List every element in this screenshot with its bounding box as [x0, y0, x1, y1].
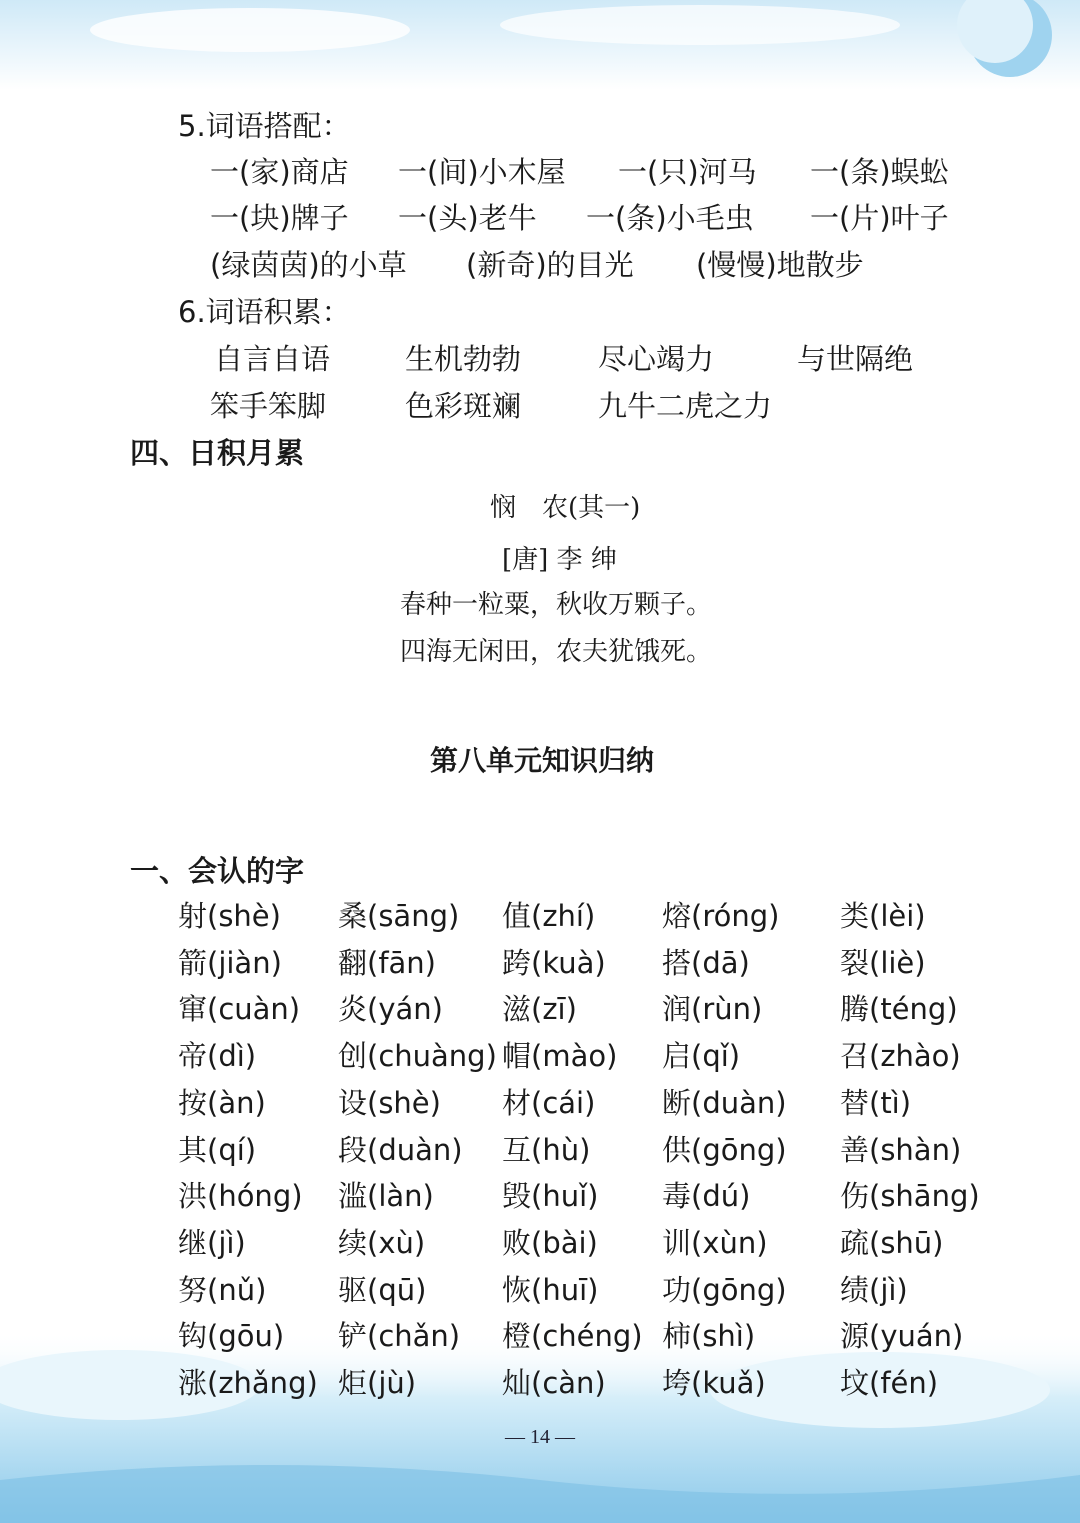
unit-8-title: 第八单元知识归纳 — [430, 744, 655, 777]
collocation-item: 一(只)河马 — [618, 155, 757, 189]
character-item: 翻(fān) — [338, 946, 436, 980]
collocation-item: (慢慢)地散步 — [696, 248, 864, 282]
section-4-heading: 四、日积月累 — [130, 436, 305, 470]
recognize-chars-heading: 一、会认的字 — [130, 854, 305, 888]
character-item: 努(nǔ) — [178, 1273, 267, 1307]
character-item: 段(duàn) — [338, 1133, 463, 1167]
character-item: 坟(fén) — [840, 1366, 939, 1400]
character-item: 按(àn) — [178, 1086, 266, 1120]
collocation-item: 一(块)牌子 — [210, 201, 349, 235]
character-item: 断(duàn) — [662, 1086, 787, 1120]
character-item: 裂(liè) — [840, 946, 926, 980]
character-item: 炬(jù) — [338, 1366, 417, 1400]
idiom-item: 尽心竭力 — [598, 342, 715, 376]
character-item: 供(gōng) — [662, 1133, 787, 1167]
character-item: 跨(kuà) — [502, 946, 606, 980]
idiom-item: 生机勃勃 — [405, 342, 522, 376]
section-5-heading: 5.词语搭配： — [178, 109, 351, 143]
character-item: 功(gōng) — [662, 1273, 787, 1307]
character-item: 互(hù) — [502, 1133, 591, 1167]
character-item: 召(zhào) — [840, 1039, 961, 1073]
idiom-item: 笨手笨脚 — [210, 389, 327, 423]
character-item: 驱(qū) — [338, 1273, 427, 1307]
character-item: 其(qí) — [178, 1133, 257, 1167]
character-item: 熔(róng) — [662, 899, 780, 933]
character-item: 灿(càn) — [502, 1366, 606, 1400]
idiom-item: 九牛二虎之力 — [598, 389, 773, 423]
character-item: 毒(dú) — [662, 1179, 751, 1213]
character-item: 滥(làn) — [338, 1179, 434, 1213]
collocation-item: 一(间)小木屋 — [398, 155, 566, 189]
character-item: 续(xù) — [338, 1226, 426, 1260]
character-item: 替(tì) — [840, 1086, 912, 1120]
collocation-item: 一(条)蜈蚣 — [810, 155, 949, 189]
character-item: 搭(dā) — [662, 946, 750, 980]
character-item: 疏(shū) — [840, 1226, 944, 1260]
poem-author: [唐] 李 绅 — [502, 545, 617, 575]
character-item: 类(lèi) — [840, 899, 926, 933]
character-item: 窜(cuàn) — [178, 992, 301, 1026]
character-item: 毁(huǐ) — [502, 1179, 599, 1213]
character-item: 伤(shāng) — [840, 1179, 980, 1213]
idiom-item: 自言自语 — [214, 342, 331, 376]
character-item: 腾(téng) — [840, 992, 958, 1026]
section-6-heading: 6.词语积累： — [178, 295, 351, 329]
character-item: 钩(gōu) — [178, 1319, 285, 1353]
collocation-item: (绿茵茵)的小草 — [210, 248, 407, 282]
collocation-item: 一(头)老牛 — [398, 201, 537, 235]
character-item: 善(shàn) — [840, 1133, 962, 1167]
idiom-item: 与世隔绝 — [797, 342, 914, 376]
character-item: 柿(shì) — [662, 1319, 756, 1353]
character-item: 启(qǐ) — [662, 1039, 741, 1073]
character-item: 涨(zhǎng) — [178, 1366, 318, 1400]
collocation-item: (新奇)的目光 — [466, 248, 634, 282]
poem-line-2: 四海无闲田，农夫犹饿死。 — [400, 637, 713, 667]
character-item: 射(shè) — [178, 899, 281, 933]
character-item: 铲(chǎn) — [338, 1319, 461, 1353]
page-number: — 14 — — [505, 1426, 575, 1448]
collocation-item: 一(家)商店 — [210, 155, 349, 189]
collocation-item: 一(片)叶子 — [810, 201, 949, 235]
character-item: 恢(huī) — [502, 1273, 599, 1307]
collocation-item: 一(条)小毛虫 — [586, 201, 754, 235]
character-item: 箭(jiàn) — [178, 946, 282, 980]
character-item: 帽(mào) — [502, 1039, 618, 1073]
character-item: 设(shè) — [338, 1086, 441, 1120]
character-item: 材(cái) — [502, 1086, 596, 1120]
character-item: 继(jì) — [178, 1226, 246, 1260]
character-item: 训(xùn) — [662, 1226, 768, 1260]
character-item: 败(bài) — [502, 1226, 598, 1260]
character-item: 绩(jì) — [840, 1273, 908, 1307]
character-item: 源(yuán) — [840, 1319, 964, 1353]
character-item: 洪(hóng) — [178, 1179, 303, 1213]
poem-line-1: 春种一粒粟，秋收万颗子。 — [400, 590, 713, 620]
character-item: 滋(zī) — [502, 992, 577, 1026]
character-item: 值(zhí) — [502, 899, 596, 933]
character-item: 帝(dì) — [178, 1039, 257, 1073]
idiom-item: 色彩斑斓 — [405, 389, 522, 423]
poem-title: 悯 农(其一) — [490, 493, 641, 523]
character-item: 创(chuàng) — [338, 1039, 497, 1073]
character-item: 桑(sāng) — [338, 899, 460, 933]
character-item: 橙(chéng) — [502, 1319, 643, 1353]
character-item: 炎(yán) — [338, 992, 443, 1026]
character-item: 垮(kuǎ) — [662, 1366, 766, 1400]
character-item: 润(rùn) — [662, 992, 763, 1026]
